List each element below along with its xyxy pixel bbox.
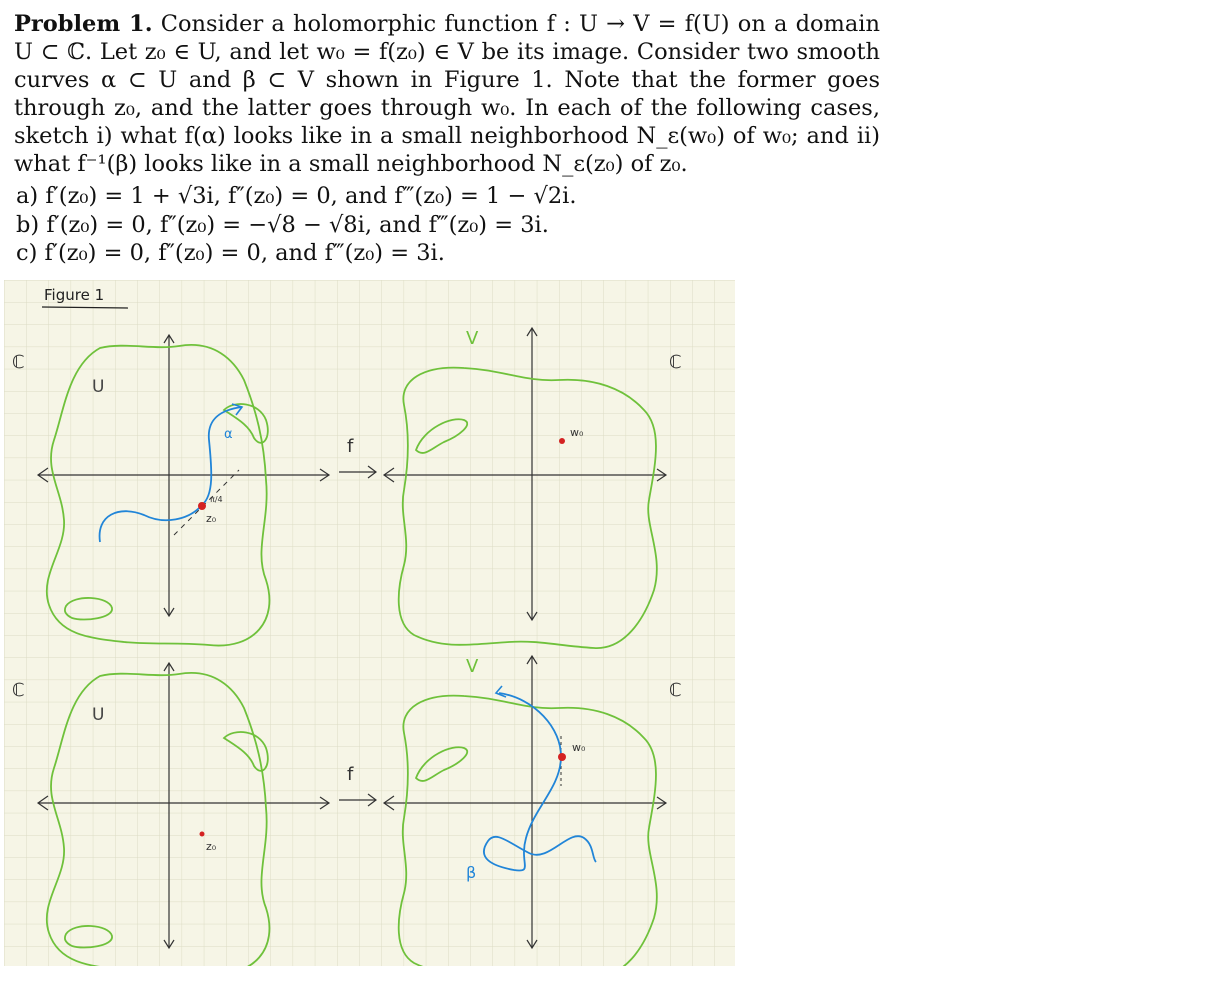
domain-label-bottom: U <box>92 705 105 725</box>
complex-plane-label-bottom-left: ℂ <box>12 680 25 701</box>
w0-point-top <box>559 438 565 444</box>
z0-label-top: z₀ <box>206 512 217 525</box>
case-c: c) f′(z₀) = 0, f″(z₀) = 0, and f‴(z₀) = 3i. <box>16 240 445 266</box>
z0-point-bottom <box>200 832 205 837</box>
alpha-label: α <box>224 427 233 442</box>
case-b: b) f′(z₀) = 0, f″(z₀) = −√8 − √8i, and f‴(z₀) = 3i. <box>16 211 549 238</box>
z0-point-top <box>198 502 206 510</box>
complex-plane-label-bottom-right: ℂ <box>669 680 682 701</box>
problem-heading: Problem 1. <box>14 11 153 37</box>
beta-label: β <box>466 863 477 882</box>
complex-plane-label-top-right: ℂ <box>669 352 682 373</box>
w0-point-bottom <box>558 753 566 761</box>
w0-label-bottom: w₀ <box>572 741 586 754</box>
case-list <box>16 182 577 268</box>
angle-label: π/4 <box>210 495 223 504</box>
image-label-bottom: V <box>466 656 479 677</box>
figure-canvas <box>4 280 735 966</box>
case-a: a) f′(z₀) = 1 + √3i, f″(z₀) = 0, and f‴(z₀) = 1 − √2i. <box>16 183 577 209</box>
image-label-top: V <box>466 328 479 349</box>
problem-statement <box>14 10 880 178</box>
figure-1 <box>4 280 735 966</box>
w0-label-top: w₀ <box>570 426 584 439</box>
problem-text: Consider a holomorphic function f : U → V = f(U) on a domain U ⊂ ℂ. Let z₀ ∈ U, and let w₀ = f(z₀) ∈ V be its image. Consider two smooth curves α ⊂ U and β ⊂ V shown in Figure 1. Note that the former goes through z₀, and the latter goes through w₀. In each of the following cases, sketch i) what f(α) looks like in a small neighborhood N_ε(w₀) of w₀; and ii) what f⁻¹(β) looks like in a small neighborhood N_ε(z₀) of z₀. <box>14 11 880 177</box>
figure-title: Figure 1 <box>44 286 105 304</box>
complex-plane-label-top-left: ℂ <box>12 352 25 373</box>
domain-label-top: U <box>92 377 105 397</box>
map-label-top: f <box>347 436 354 457</box>
map-label-bottom: f <box>347 764 354 785</box>
z0-label-bottom: z₀ <box>206 840 217 853</box>
